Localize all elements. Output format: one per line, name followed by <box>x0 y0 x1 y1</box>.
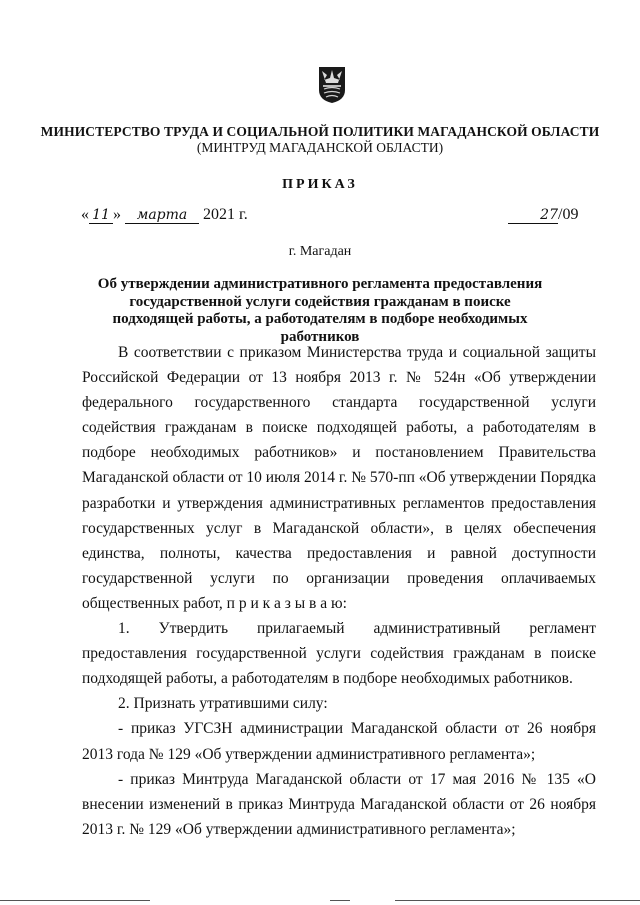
ministry-name: МИНИСТЕРСТВО ТРУДА И СОЦИАЛЬНОЙ ПОЛИТИКИ МАГАДАНСКОЙ ОБЛАСТИ <box>40 124 600 139</box>
footer-rule-left <box>0 900 150 901</box>
order-body <box>82 340 596 842</box>
paragraph-item-2: 2. Признать утратившими силу: <box>118 695 328 713</box>
paragraph-item-1: 1. Утвердить прилагаемый административный регламент предоставления государственной услуги содействия гражданам в поиске подходящей работы, а работодателям в подборе необходимых работников. <box>82 620 596 688</box>
order-number-suffix: /09 <box>558 206 579 223</box>
coat-of-arms-icon <box>318 66 346 104</box>
document-type: ПРИКАЗ <box>282 177 358 192</box>
date-year: 2021 г. <box>203 206 248 223</box>
city: г. Магадан <box>288 244 352 259</box>
footer-rule-right <box>395 900 640 901</box>
order-title: Об утверждении административного регламента предоставления государственной услуги содействия гражданам в поиске подходящей работы, а работодателям в подборе необходимых работников <box>97 276 543 345</box>
ministry-short-name: (МИНТРУД МАГАДАНСКОЙ ОБЛАСТИ) <box>196 140 444 155</box>
date-day: 11 <box>89 207 113 224</box>
paragraph-preamble: В соответствии с приказом Министерства труда и социальной защиты Российской Федерации от 13 ноября 2013 г. № 524н «Об утверждении федерального государственного стандарта государственной услуги содействия гражданам в поиске подходящей работы, а работодателям в подборе необходимых работников» и постановлением Правительства Магаданской области от 10 июля 2014 г. № 570-пп «Об утверждении Порядка разработки и утверждения административных регламентов предоставления государственных услуг в Магаданской области», в целях обеспечения единства, полноты, качества предоставления и равной доступности государственной услуги по организации проведения оплачиваемых общественных работ, п р и к а з ы в а ю: <box>82 344 596 612</box>
date-month: марта <box>125 207 199 224</box>
paragraph-revoked-2: - приказ Минтруда Магаданской области от 17 мая 2016 № 135 «О внесении изменений в приказ Минтруда Магаданской области от 26 ноября 2013 г. № 129 «Об утверждении административного регламента»; <box>82 770 596 838</box>
order-date: « 11 » марта 2021 г. <box>81 206 248 223</box>
order-number-handwritten: 27 <box>508 207 558 224</box>
order-number <box>508 206 578 224</box>
paragraph-revoked-1: - приказ УГСЗН администрации Магаданской области от 26 ноября 2013 года № 129 «Об утверждении административного регламента»; <box>82 720 596 763</box>
footer-rule-mid <box>330 900 350 901</box>
